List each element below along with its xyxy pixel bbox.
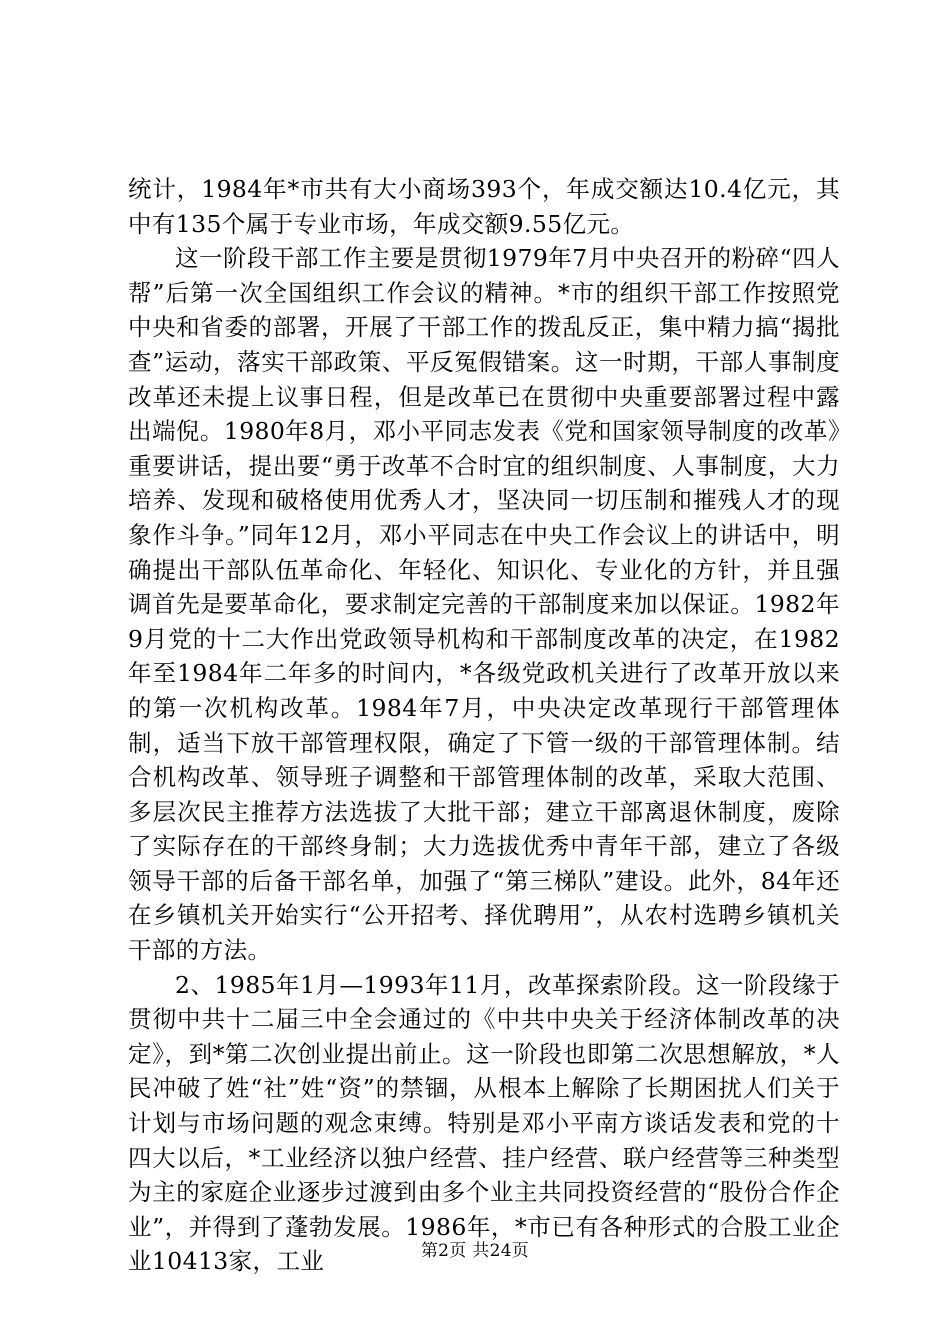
paragraph-cadre-work: 这一阶段干部工作主要是贯彻1979年7月中央召开的粉碎“四人帮”后第一次全国组织工作会议的精神。*市的组织干部工作按照党中央和省委的部署，开展了干部工作的拨乱反正，集中精力搞“揭批查”运动，落实干部政策、平反冤假错案。这一时期，干部人事制度改革还未提上议事日程，但是改革已在贯彻中央重要部署过程中露出端倪。1980年8月，邓小平同志发表《党和国家领导制度的改革》重要讲话，提出要“勇于改革不合时宜的组织制度、人事制度，大力培养、发现和破格使用优秀人才，坚决同一切压制和摧残人才的现象作斗争。”同年12月，邓小平同志在中央工作会议上的讲话中，明确提出干部队伍革命化、年轻化、知识化、专业化的方针，并且强调首先是要革命化，要求制定完善的干部制度来加以保证。1982年9月党的十二大作出党政领导机构和干部制度改革的决定，在1982年至1984年二年多的时间内，*各级党政机关进行了改革开放以来的第一次机构改革。1984年7月，中央决定改革现行干部管理体制，适当下放干部管理权限，确定了下管一级的干部管理体制。结合机构改革、领导班子调整和干部管理体制的改革，采取大范围、多层次民主推荐方法选拔了大批干部；建立干部离退休制度，废除了实际存在的干部终身制；大力选拔优秀中青年干部，建立了各级领导干部的后备干部名单，加强了“第三梯队”建设。此外，84年还在乡镇机关开始实行“公开招考、择优聘用”，从农村选聘乡镇机关干部的方法。: [128, 244, 840, 965]
paragraph-reform-exploration: 2、1985年1月—1993年11月，改革探索阶段。这一阶段缘于贯彻中共十二届三中全会通过的《中共中央关于经济体制改革的决定》，到*第二次创业提出前止。这一阶段也即第二次思想解放，*人民冲破了姓“社”姓“资”的禁锢，从根本上解除了长期困扰人们关于计划与市场问题的观念束缚。特别是邓小平南方谈话发表和党的十四大以后，*工业经济以独户经营、挂户经营、联户经营等三种类型为主的家庭企业逐步过渡到由多个业主共同投资经营的“股份合作企业”，并得到了蓬勃发展。1986年，*市已有各种形式的合股工业企业10413家，工业: [128, 970, 840, 1276]
page-footer: 第2页 共24页: [420, 1241, 530, 1261]
document-body: [128, 172, 840, 1279]
paragraph-continuation: 统计，1984年*市共有大小商场393个，年成交额达10.4亿元，其中有135个属于专业市场，年成交额9.55亿元。: [128, 175, 840, 238]
